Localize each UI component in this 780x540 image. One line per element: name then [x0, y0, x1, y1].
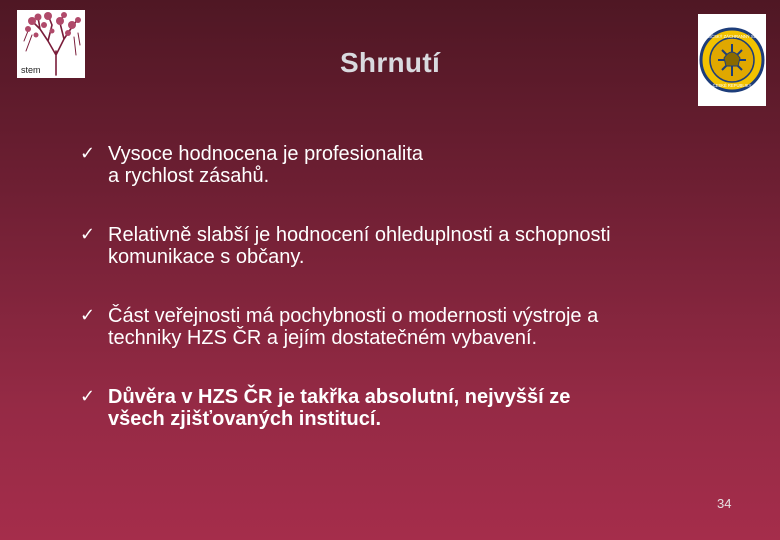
summary-list: [80, 143, 730, 430]
summary-item-line: Vysoce hodnocena je profesionalita: [108, 143, 424, 165]
summary-item-line: Důvěra v HZS ČR je takřka absolutní, nejvyšší ze: [108, 386, 571, 408]
summary-item-equipment: [80, 305, 730, 349]
summary-item-professionalism: [80, 143, 730, 187]
summary-item-line: Relativně slabší je hodnocení ohleduplnosti a schopnosti: [108, 224, 611, 246]
emblem-text-bottom: ČESKÉ REPUBLIKY: [712, 83, 752, 88]
stem-logo-text: stem: [21, 65, 41, 75]
checkmark-icon: ✓: [80, 224, 96, 245]
checkmark-icon: ✓: [80, 143, 96, 164]
summary-item-line: a rychlost zásahů.: [108, 165, 270, 187]
slide-title: Shrnutí: [339, 47, 441, 78]
checkmark-icon: ✓: [80, 305, 96, 326]
summary-item-line: techniky HZS ČR a jejím dostatečném vybavení.: [108, 327, 538, 349]
summary-item-line: komunikace s občany.: [108, 246, 305, 268]
summary-item-line: všech zjišťovaných institucí.: [108, 408, 382, 430]
page-number: 34: [717, 496, 732, 511]
emblem-text-top: HASIČSKÝ ZÁCHRANNÝ SBOR: [701, 34, 763, 39]
checkmark-icon: ✓: [80, 386, 96, 407]
summary-item-line: Část veřejnosti má pochybnosti o modernosti výstroje a: [108, 305, 599, 327]
summary-item-communication: [80, 224, 730, 268]
summary-item-trust: [80, 386, 730, 430]
